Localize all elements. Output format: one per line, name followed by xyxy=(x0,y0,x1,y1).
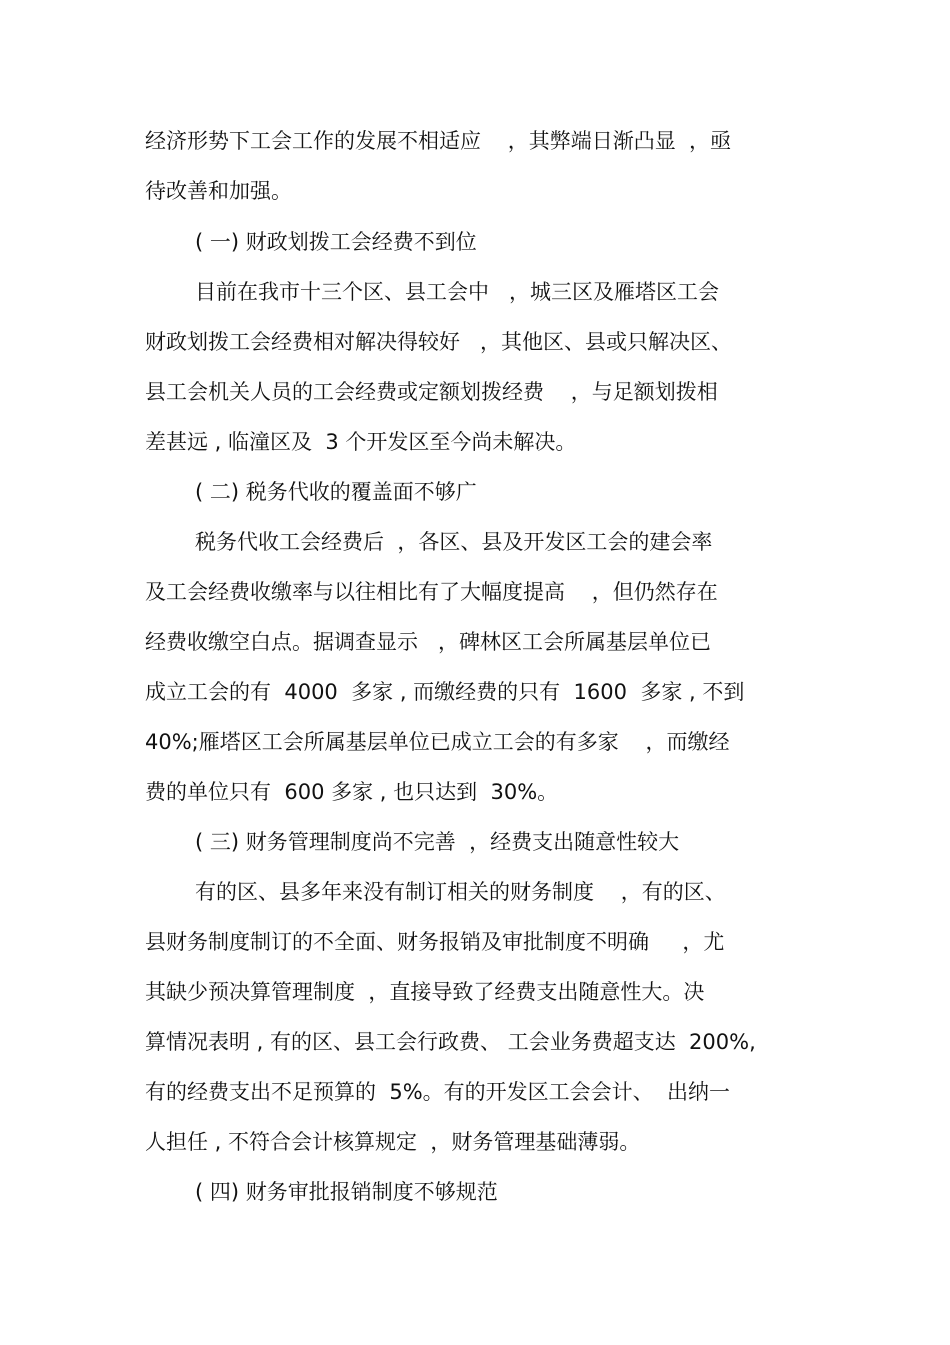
body-text-line: 差甚远 , 临潼区及 3 个开发区至今尚未解决。 xyxy=(145,430,577,454)
section-heading-3: ( 三) 财务管理制度尚不完善 ，经费支出随意性较大 xyxy=(195,830,680,854)
body-text-line: 经费收缴空白点。据调查显示 ，碑林区工会所属基层单位已 xyxy=(145,630,712,654)
body-text-line: 其缺少预决算管理制度 ，直接导致了经费支出随意性大。决 xyxy=(145,980,705,1004)
body-text-line: 目前在我市十三个区、县工会中 ，城三区及雁塔区工会 xyxy=(195,280,720,304)
body-text-line: 待改善和加强。 xyxy=(145,179,292,203)
body-text-line: 县工会机关人员的工会经费或定额划拨经费 ，与足额划拨相 xyxy=(145,380,718,404)
body-text-line: 算情况表明 , 有的区、县工会行政费、 工会业务费超支达 200%, xyxy=(145,1030,756,1054)
section-heading-2: ( 二) 税务代收的覆盖面不够广 xyxy=(195,480,477,504)
body-text-line: 有的经费支出不足预算的 5%。有的开发区工会会计、 出纳一 xyxy=(145,1080,731,1104)
body-text-line: 税务代收工会经费后 ，各区、县及开发区工会的建会率 xyxy=(195,530,713,554)
body-text-line: 费的单位只有 600 多家 , 也只达到 30%。 xyxy=(145,780,559,804)
body-text-line: 人担任 , 不符合会计核算规定 ，财务管理基础薄弱。 xyxy=(145,1130,641,1154)
body-text-line: 财政划拨工会经费相对解决得较好 ，其他区、县或只解决区、 xyxy=(145,330,733,354)
body-text-line: 成立工会的有 4000 多家 , 而缴经费的只有 1600 多家 , 不到 xyxy=(145,680,745,704)
body-text-line: 有的区、县多年来没有制订相关的财务制度 ，有的区、 xyxy=(195,880,726,904)
body-text-line: 及工会经费收缴率与以往相比有了大幅度提高 ，但仍然存在 xyxy=(145,580,718,604)
section-heading-1: ( 一) 财政划拨工会经费不到位 xyxy=(195,230,477,254)
body-text-line: 县财务制度制订的不全面、财务报销及审批制度不明确 ，尤 xyxy=(145,930,725,954)
body-text-line: 40%;雁塔区工会所属基层单位已成立工会的有多家 ，而缴经 xyxy=(145,730,730,754)
body-text-line: 经济形势下工会工作的发展不相适应 ，其弊端日渐凸显 ，亟 xyxy=(145,129,732,153)
section-heading-4: ( 四) 财务审批报销制度不够规范 xyxy=(195,1180,498,1204)
